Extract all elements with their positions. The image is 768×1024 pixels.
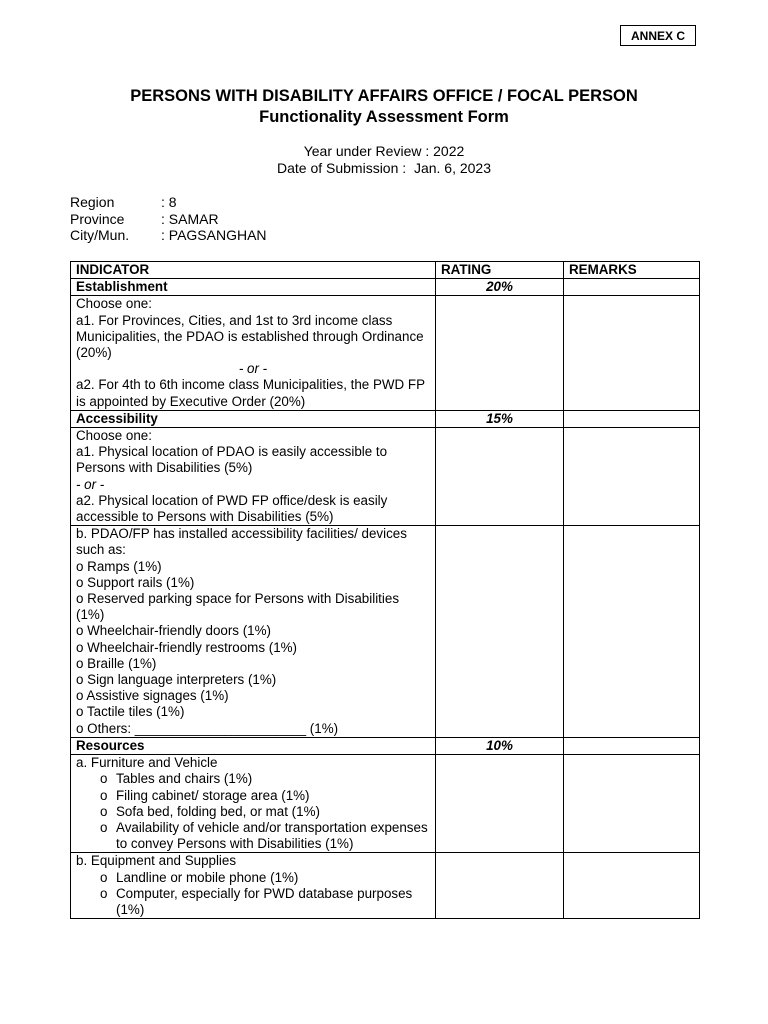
remarks-cell[interactable]: [564, 755, 700, 853]
city-value: : PAGSANGHAN: [161, 227, 267, 243]
indicator-a1: a1. Physical location of PDAO is easily accessible to Persons with Disabilities (5%): [76, 444, 388, 476]
province-value: : SAMAR: [161, 210, 219, 227]
list-item: o Computer, especially for PWD database purposes (1%): [116, 886, 430, 918]
indicator-cell: [71, 526, 436, 738]
rating-cell[interactable]: [436, 428, 564, 526]
remarks-cell[interactable]: [564, 296, 700, 410]
review-info: Year under Review : 2022 Date of Submission : Jan. 6, 2023: [276, 143, 491, 176]
header-remarks: REMARKS: [564, 262, 700, 279]
rating-cell[interactable]: [436, 853, 564, 919]
list-item: o Sign language interpreters (1%): [76, 672, 277, 688]
sub-list: [76, 870, 430, 919]
indicator-a2: a2. Physical location of PWD FP office/desk is easily accessible to Persons with Disabilities (5%): [76, 492, 388, 525]
section-name: Accessibility: [71, 410, 436, 427]
indicator-a2: a2. For 4th to 6th income class Municipalities, the PWD FP is appointed by Executive Order (20%): [76, 377, 425, 409]
remarks-cell[interactable]: [564, 526, 700, 738]
remarks-cell: [564, 737, 700, 754]
list-item: o Ramps (1%): [76, 558, 162, 574]
form-title: PERSONS WITH DISABILITY AFFAIRS OFFICE / FOCAL PERSON: [130, 87, 638, 105]
region-label: Region: [70, 194, 115, 210]
form-subtitle: Functionality Assessment Form: [259, 108, 509, 126]
list-item: o Assistive signages (1%): [76, 688, 229, 704]
section-weight: 20%: [436, 279, 564, 296]
section-name: Establishment: [71, 279, 436, 296]
sub-list: [76, 771, 430, 852]
year-value: 2022: [433, 143, 465, 159]
list-item: o Tactile tiles (1%): [76, 704, 185, 720]
choose-one-text: Choose one:: [76, 296, 152, 312]
section-name: Resources: [71, 737, 436, 754]
remarks-cell: [564, 279, 700, 296]
list-item: o Wheelchair-friendly doors (1%): [76, 623, 271, 639]
section-row-establishment: [71, 279, 700, 296]
section-weight: 15%: [436, 410, 564, 427]
rating-cell[interactable]: [436, 526, 564, 738]
indicator-cell: [71, 296, 436, 410]
section-row-accessibility: [71, 410, 700, 427]
list-item: o Others: _______________________ (1%): [76, 720, 339, 736]
list-item: o Filing cabinet/ storage area (1%): [116, 788, 430, 804]
city-label: City/Mun.: [70, 227, 130, 243]
list-item: o Wheelchair-friendly restrooms (1%): [76, 639, 298, 655]
date-value: Jan. 6, 2023: [413, 160, 491, 176]
table-row: [71, 526, 700, 738]
indicator-cell: [71, 428, 436, 526]
indicator-a1: a1. For Provinces, Cities, and 1st to 3rd income class Municipalities, the PDAO is established through Ordinance (20%): [76, 312, 424, 361]
indicator-cell: [71, 755, 436, 853]
indicator-cell: [71, 853, 436, 919]
remarks-cell: [564, 410, 700, 427]
indicator-a-intro: a. Furniture and Vehicle: [76, 755, 218, 771]
section-weight: 10%: [436, 737, 564, 754]
assessment-table: [70, 261, 700, 919]
list-item: o Braille (1%): [76, 655, 157, 671]
header-rating: RATING: [436, 262, 564, 279]
list-item: o Sofa bed, folding bed, or mat (1%): [116, 804, 430, 820]
date-label: Date of Submission :: [276, 160, 407, 176]
or-separator: - or -: [76, 476, 105, 492]
rating-cell[interactable]: [436, 296, 564, 410]
region-value: : 8: [161, 194, 177, 210]
remarks-cell[interactable]: [564, 853, 700, 919]
section-row-resources: [71, 737, 700, 754]
province-label: Province: [70, 210, 125, 227]
location-block: [70, 194, 267, 244]
table-row: [71, 755, 700, 853]
annex-label: ANNEX C: [620, 25, 696, 46]
year-label: Year under Review: [303, 143, 422, 159]
table-row: [71, 296, 700, 410]
list-item: o Support rails (1%): [76, 574, 195, 590]
indicator-b-intro: b. PDAO/FP has installed accessibility facilities/ devices such as:: [76, 526, 407, 558]
list-item: o Tables and chairs (1%): [116, 771, 430, 787]
list-item: o Reserved parking space for Persons with Disabilities (1%): [76, 591, 400, 623]
table-header-row: [71, 262, 700, 279]
table-row: [71, 428, 700, 526]
indicator-b-intro: b. Equipment and Supplies: [76, 853, 237, 869]
list-item: o Landline or mobile phone (1%): [116, 870, 430, 886]
list-item: o Availability of vehicle and/or transportation expenses to convey Persons with Disabilities (1%): [116, 820, 430, 852]
header-indicator: INDICATOR: [71, 262, 436, 279]
or-separator: - or -: [238, 361, 268, 377]
remarks-cell[interactable]: [564, 428, 700, 526]
choose-one-text: Choose one:: [76, 428, 152, 444]
table-row: [71, 853, 700, 919]
rating-cell[interactable]: [436, 755, 564, 853]
